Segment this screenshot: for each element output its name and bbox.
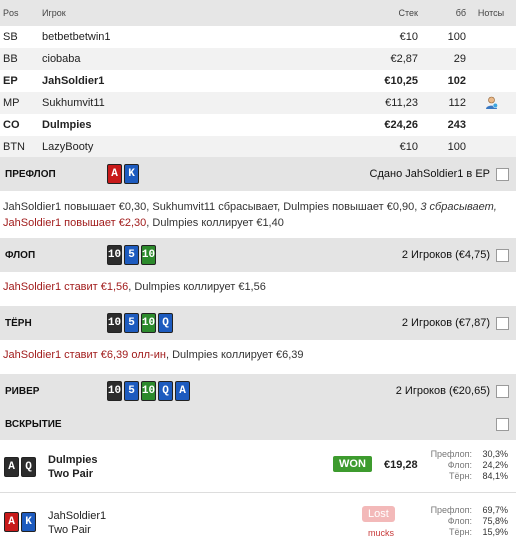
action-text: JahSoldier1 повышает €0,30, Sukhumvit11 сбрасывает, Dulmpies повышает €0,90, (3, 201, 421, 213)
action-line (3, 199, 513, 215)
card: Q (21, 457, 36, 477)
card: K (21, 512, 36, 532)
players-table (0, 0, 516, 158)
equity-label: Тёрн: (449, 527, 472, 537)
showdown-row-loser (0, 493, 516, 551)
player-row-sb (0, 26, 516, 48)
hero-action: JahSoldier1 повышает €2,30 (3, 217, 147, 229)
equity-value: 84,1% (482, 471, 508, 481)
won-badge: WON (333, 456, 372, 472)
action-line (3, 215, 513, 231)
showdown-player-name[interactable]: Dulmpies (48, 454, 98, 466)
flop-actions (3, 279, 513, 295)
player-row-co (0, 114, 516, 136)
action-text: , Dulmpies коллирует €1,56 (128, 281, 266, 293)
mucks-label: mucks (368, 528, 395, 538)
action-text: , Dulmpies коллирует €1,40 (146, 217, 284, 229)
player-bb: 243 (447, 119, 466, 131)
street-info: Сдано JahSoldier1 в EP (369, 168, 490, 180)
player-row-btn (0, 136, 516, 158)
player-pos: SB (3, 31, 18, 43)
card: Q (158, 313, 173, 333)
player-row-ep (0, 70, 516, 92)
header-pos: Pos (3, 8, 19, 18)
board-cards (107, 313, 173, 333)
player-name[interactable]: Dulmpies (42, 119, 92, 131)
equity-label: Тёрн: (449, 471, 472, 481)
street-info: 2 Игроков (€20,65) (395, 385, 490, 397)
header-stack: Стек (398, 8, 418, 18)
equity-value: 69,7% (482, 505, 508, 515)
lost-badge: Lost (362, 506, 395, 522)
player-bb: 112 (448, 97, 466, 109)
street-checkbox[interactable] (496, 418, 509, 431)
street-turn (0, 306, 516, 340)
street-checkbox[interactable] (496, 317, 509, 330)
showdown-hand: Two Pair (48, 468, 94, 480)
street-label: ПРЕФЛОП (5, 168, 56, 180)
player-row-mp (0, 92, 516, 114)
hero-hole-cards (107, 164, 139, 184)
street-checkbox[interactable] (496, 385, 509, 398)
player-name[interactable]: JahSoldier1 (42, 75, 105, 87)
header-player: Игрок (42, 8, 66, 18)
player-bb: 100 (447, 31, 466, 43)
player-notes-cell[interactable] (466, 95, 516, 111)
player-name[interactable]: LazyBooty (42, 141, 94, 153)
equity-value: 30,3% (482, 449, 508, 459)
header-bb: бб (455, 8, 466, 18)
player-note-icon[interactable] (485, 96, 498, 109)
street-checkbox[interactable] (496, 168, 509, 181)
card: K (124, 164, 139, 184)
street-showdown (0, 408, 516, 440)
player-bb: 100 (447, 141, 466, 153)
player-stack: €11,23 (385, 97, 418, 109)
card: A (4, 512, 19, 532)
board-cards (107, 381, 190, 401)
card: A (107, 164, 122, 184)
street-info: 2 Игроков (€7,87) (401, 317, 490, 329)
card: 5 (124, 245, 139, 265)
showdown-row-winner (0, 440, 516, 492)
card: 10 (107, 313, 122, 333)
card: 10 (107, 245, 122, 265)
equity-value: 15,9% (482, 527, 508, 537)
card: 10 (107, 381, 122, 401)
player-pos: CO (3, 119, 20, 131)
card: 5 (124, 381, 139, 401)
street-info: 2 Игроков (€4,75) (401, 249, 490, 261)
player-stack: €10 (399, 141, 418, 153)
player-pos: BB (3, 53, 18, 65)
board-cards (107, 245, 156, 265)
street-flop (0, 238, 516, 272)
player-stack: €24,26 (384, 119, 418, 131)
won-amount: €19,28 (384, 459, 418, 471)
player-stack: €2,87 (390, 53, 418, 65)
action-line (3, 347, 513, 363)
equity-label: Префлоп: (430, 505, 472, 515)
player-name[interactable]: ciobaba (42, 53, 81, 65)
player-bb: 29 (453, 53, 466, 65)
player-name[interactable]: Sukhumvit11 (42, 97, 105, 109)
hero-action: JahSoldier1 ставит €6,39 олл-ин (3, 349, 166, 361)
equity-list (428, 505, 508, 538)
player-pos: BTN (3, 141, 25, 153)
card: 5 (124, 313, 139, 333)
street-preflop (0, 157, 516, 191)
street-label: ФЛОП (5, 249, 36, 261)
card: A (175, 381, 190, 401)
player-pos: EP (3, 75, 18, 87)
card: Q (158, 381, 173, 401)
equity-list (428, 449, 508, 482)
header-notes: Нотсы (477, 8, 505, 18)
player-stack: €10 (399, 31, 418, 43)
players-table-header (0, 0, 516, 26)
street-river (0, 374, 516, 408)
player-name[interactable]: betbetbetwin1 (42, 31, 111, 43)
player-stack: €10,25 (384, 75, 418, 87)
action-text: , Dulmpies коллирует €6,39 (165, 349, 304, 361)
equity-value: 24,2% (482, 460, 508, 470)
street-checkbox[interactable] (496, 249, 509, 262)
street-label: ВСКРЫТИЕ (5, 418, 62, 430)
card: A (4, 457, 19, 477)
showdown-hand: Two Pair (48, 524, 91, 536)
showdown-cards (4, 457, 36, 477)
player-pos: MP (3, 97, 20, 109)
showdown-player-name[interactable]: JahSoldier1 (48, 510, 107, 522)
action-line (3, 279, 513, 295)
street-label: РИВЕР (5, 385, 40, 397)
card: 10 (141, 245, 156, 265)
equity-label: Флоп: (447, 460, 472, 470)
player-bb: 102 (447, 75, 466, 87)
equity-value: 75,8% (482, 516, 508, 526)
showdown-cards (4, 512, 36, 532)
card: 10 (141, 313, 156, 333)
hero-action: JahSoldier1 ставит €1,56 (3, 281, 129, 293)
street-label: ТЁРН (5, 317, 32, 329)
turn-actions (3, 347, 513, 363)
action-fold-summary: 3 сбрасывает, (420, 201, 497, 213)
card: 10 (141, 381, 156, 401)
preflop-actions (3, 199, 513, 231)
player-row-bb (0, 48, 516, 70)
equity-label: Префлоп: (430, 449, 472, 459)
equity-label: Флоп: (447, 516, 472, 526)
